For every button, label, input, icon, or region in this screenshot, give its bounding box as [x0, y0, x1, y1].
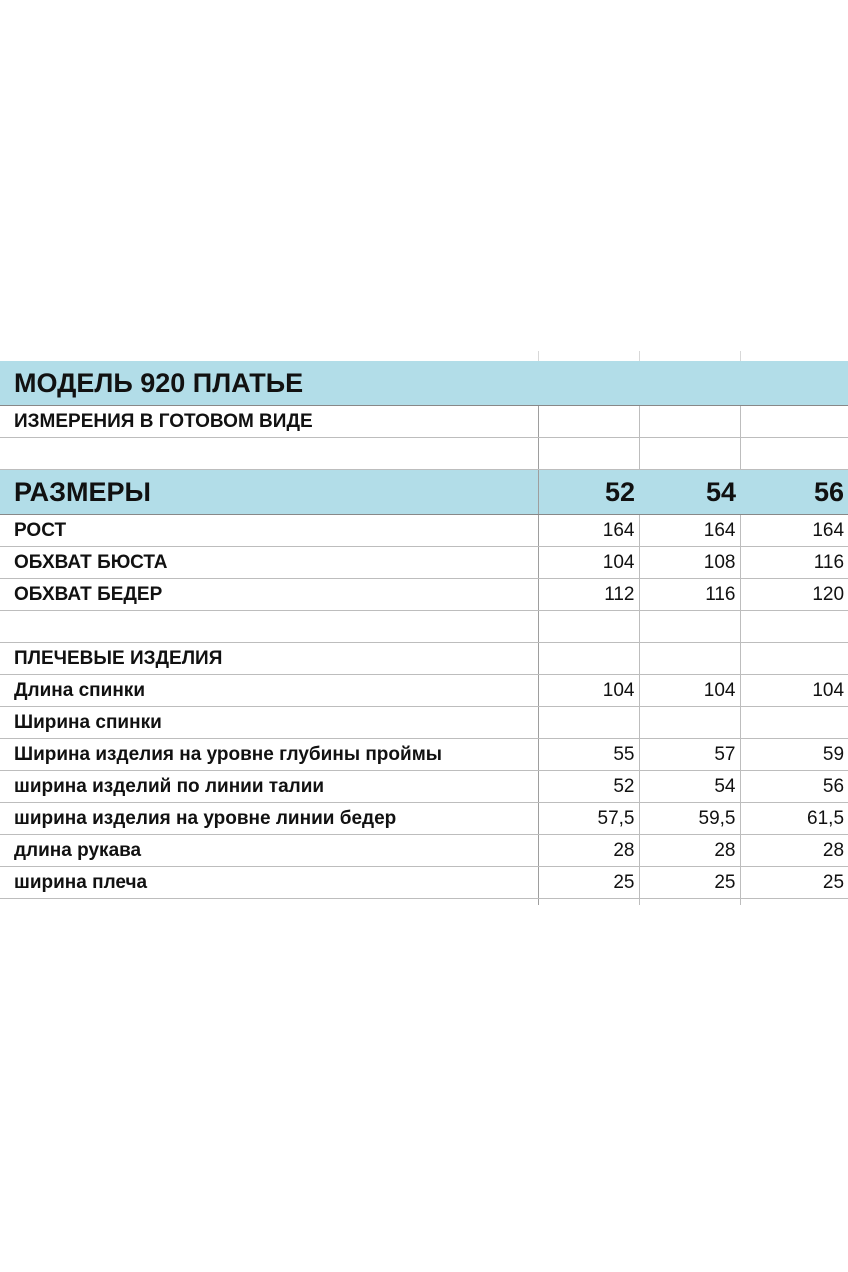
row-label: ширина изделий по линии талии — [0, 771, 538, 803]
table-row — [0, 515, 848, 547]
table-cell — [639, 438, 740, 470]
table-cell — [740, 611, 848, 643]
title-row — [0, 361, 848, 406]
table-cell — [740, 643, 848, 675]
subtitle-cell: ИЗМЕРЕНИЯ В ГОТОВОМ ВИДЕ — [0, 406, 538, 438]
row-value: 164 — [740, 515, 848, 547]
cut-off-row — [0, 899, 848, 906]
table-row — [0, 707, 848, 739]
table-cell — [740, 899, 848, 906]
table-cell — [639, 643, 740, 675]
row-label: Ширина изделия на уровне глубины проймы — [0, 739, 538, 771]
table-cell — [538, 611, 639, 643]
row-label: Длина спинки — [0, 675, 538, 707]
table-cell — [740, 438, 848, 470]
table-cell — [0, 611, 538, 643]
row-value — [740, 707, 848, 739]
empty-row — [0, 611, 848, 643]
row-value: 104 — [538, 675, 639, 707]
table-row — [0, 739, 848, 771]
section-label: ПЛЕЧЕВЫЕ ИЗДЕЛИЯ — [0, 643, 538, 675]
size-54: 54 — [639, 470, 740, 515]
size-56: 56 — [740, 470, 848, 515]
row-label: ширина изделия на уровне линии бедер — [0, 803, 538, 835]
row-label: ОБХВАТ БЕДЕР — [0, 579, 538, 611]
sizes-label: РАЗМЕРЫ — [0, 470, 538, 515]
row-value: 108 — [639, 547, 740, 579]
table-row — [0, 579, 848, 611]
table-cell — [538, 406, 639, 438]
table-row — [0, 771, 848, 803]
row-value: 104 — [740, 675, 848, 707]
row-label: Ширина спинки — [0, 707, 538, 739]
row-value: 28 — [538, 835, 639, 867]
row-label: РОСТ — [0, 515, 538, 547]
row-value: 116 — [639, 579, 740, 611]
section-row — [0, 643, 848, 675]
row-value: 25 — [538, 867, 639, 899]
table-row — [0, 675, 848, 707]
table-cell — [538, 899, 639, 906]
row-value: 57 — [639, 739, 740, 771]
row-value: 54 — [639, 771, 740, 803]
table-row — [0, 547, 848, 579]
table-cell — [740, 406, 848, 438]
table-cell — [639, 611, 740, 643]
row-value: 25 — [740, 867, 848, 899]
table-cell — [639, 406, 740, 438]
row-value: 28 — [740, 835, 848, 867]
row-value: 120 — [740, 579, 848, 611]
table-cell — [538, 438, 639, 470]
row-value: 104 — [639, 675, 740, 707]
model-title: МОДЕЛЬ 920 ПЛАТЬЕ — [0, 361, 848, 406]
row-value: 25 — [639, 867, 740, 899]
row-value — [639, 707, 740, 739]
row-value: 112 — [538, 579, 639, 611]
empty-row — [0, 438, 848, 470]
sizes-header-row — [0, 470, 848, 515]
table-row — [0, 803, 848, 835]
top-gridlines — [538, 351, 848, 361]
row-value: 28 — [639, 835, 740, 867]
row-value: 164 — [639, 515, 740, 547]
row-value: 59 — [740, 739, 848, 771]
row-value: 104 — [538, 547, 639, 579]
table-cell — [0, 438, 538, 470]
row-value: 55 — [538, 739, 639, 771]
row-label: длина рукава — [0, 835, 538, 867]
row-label: ширина плеча — [0, 867, 538, 899]
row-value: 52 — [538, 771, 639, 803]
row-value: 57,5 — [538, 803, 639, 835]
subtitle-row — [0, 406, 848, 438]
table-cell — [0, 899, 538, 906]
row-value: 61,5 — [740, 803, 848, 835]
row-value: 116 — [740, 547, 848, 579]
table-cell — [538, 643, 639, 675]
row-value: 59,5 — [639, 803, 740, 835]
row-value: 164 — [538, 515, 639, 547]
row-label: ОБХВАТ БЮСТА — [0, 547, 538, 579]
size-52: 52 — [538, 470, 639, 515]
table-cell — [639, 899, 740, 906]
table-row — [0, 867, 848, 899]
table-row — [0, 835, 848, 867]
size-chart-table — [0, 361, 848, 905]
row-value — [538, 707, 639, 739]
row-value: 56 — [740, 771, 848, 803]
